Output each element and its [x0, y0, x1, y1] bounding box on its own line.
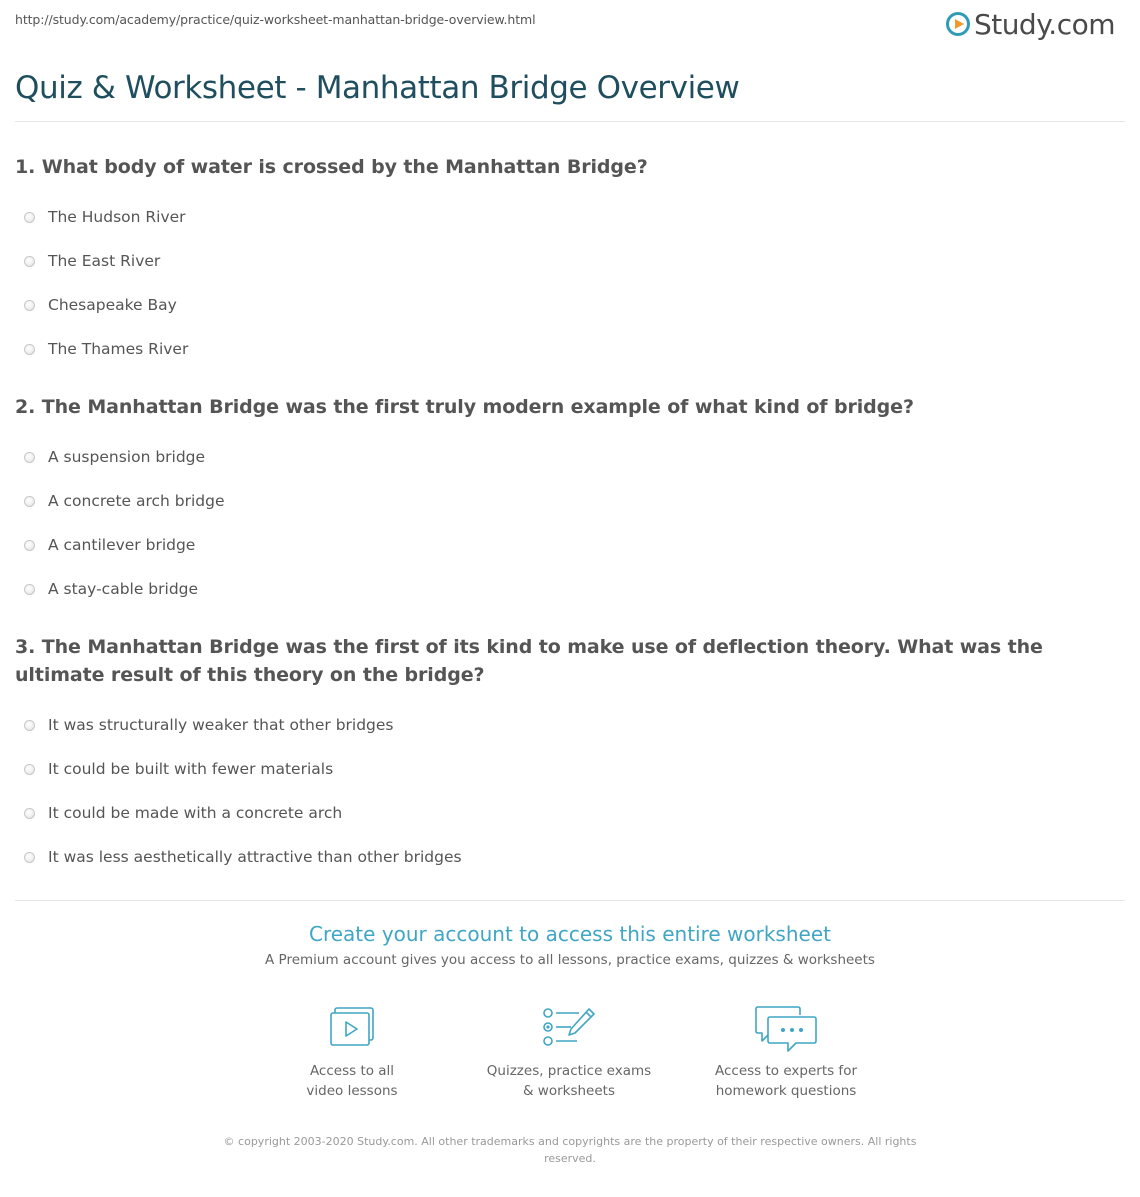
video-lessons-icon	[326, 1005, 378, 1049]
title-divider	[15, 121, 1125, 122]
cta-subtitle: A Premium account gives you access to all lessons, practice exams, quizzes & worksheets	[265, 952, 875, 968]
answer-option[interactable]	[15, 479, 1125, 523]
question-2	[15, 393, 1125, 611]
answer-option[interactable]	[15, 747, 1125, 791]
radio-button[interactable]	[24, 720, 35, 731]
question-2-text: 2. The Manhattan Bridge was the first truly modern example of what kind of bridge?	[15, 396, 914, 418]
question-2-answers	[15, 435, 1125, 611]
study-logo-text: Study.com	[973, 7, 1115, 41]
radio-button[interactable]	[24, 852, 35, 863]
answer-label: It was structurally weaker that other bridges	[48, 716, 394, 734]
answer-option[interactable]	[15, 435, 1125, 479]
radio-button[interactable]	[24, 584, 35, 595]
answer-label: The Thames River	[48, 340, 189, 358]
answer-option[interactable]	[15, 239, 1125, 283]
copyright-line: reserved.	[544, 1152, 596, 1165]
cta-title-link[interactable]: Create your account to access this entire worksheet	[309, 922, 831, 946]
feature-quizzes	[459, 1005, 679, 1101]
radio-button[interactable]	[24, 256, 35, 267]
answer-label: Chesapeake Bay	[48, 296, 177, 314]
radio-button[interactable]	[24, 764, 35, 775]
answer-option[interactable]	[15, 791, 1125, 835]
feature-line: video lessons	[306, 1083, 398, 1099]
answer-option[interactable]	[15, 327, 1125, 371]
cta-divider	[15, 900, 1125, 901]
chat-bubbles-icon	[754, 1005, 818, 1055]
quiz-checklist-icon	[541, 1005, 597, 1049]
answer-label: It was less aesthetically attractive than other bridges	[48, 848, 462, 866]
page-url: http://study.com/academy/practice/quiz-worksheet-manhattan-bridge-overview.html	[15, 12, 536, 27]
question-1	[15, 153, 1125, 371]
copyright-line: © copyright 2003-2020 Study.com. All other trademarks and copyrights are the property of their respective owners. All rights	[223, 1135, 917, 1148]
answer-option[interactable]	[15, 703, 1125, 747]
study-logo-icon	[946, 12, 970, 36]
answer-option[interactable]	[15, 283, 1125, 327]
feature-text	[459, 1061, 679, 1101]
answer-label: The Hudson River	[48, 208, 186, 226]
answer-option[interactable]	[15, 835, 1125, 879]
question-3-text: 3. The Manhattan Bridge was the first of its kind to make use of deflection theory. What was the ultimate result of this theory on the bridge?	[15, 636, 1043, 686]
answer-label: A cantilever bridge	[48, 536, 196, 554]
feature-line: homework questions	[715, 1083, 857, 1099]
cta-section	[0, 922, 1140, 968]
feature-line: Access to all	[309, 1063, 395, 1079]
feature-line: Access to experts for	[714, 1063, 857, 1079]
question-3-answers	[15, 703, 1125, 879]
feature-line: Quizzes, practice exams	[486, 1063, 652, 1079]
answer-option[interactable]	[15, 523, 1125, 567]
answer-option[interactable]	[15, 567, 1125, 611]
copyright-notice	[210, 1133, 930, 1167]
answer-label: It could be built with fewer materials	[48, 760, 334, 778]
radio-button[interactable]	[24, 540, 35, 551]
feature-line: & worksheets	[522, 1083, 615, 1099]
answer-label: It could be made with a concrete arch	[48, 804, 343, 822]
answer-option[interactable]	[15, 195, 1125, 239]
answer-label: A suspension bridge	[48, 448, 206, 466]
radio-button[interactable]	[24, 344, 35, 355]
feature-text	[676, 1061, 896, 1101]
radio-button[interactable]	[24, 452, 35, 463]
answer-label: A stay-cable bridge	[48, 580, 199, 598]
feature-video-lessons	[242, 1005, 462, 1101]
question-1-answers	[15, 195, 1125, 371]
page-title: Quiz & Worksheet - Manhattan Bridge Overview	[15, 70, 740, 106]
radio-button[interactable]	[24, 808, 35, 819]
radio-button[interactable]	[24, 496, 35, 507]
question-1-text: 1. What body of water is crossed by the Manhattan Bridge?	[15, 156, 648, 178]
feature-experts	[676, 1005, 896, 1101]
answer-label: The East River	[48, 252, 161, 270]
answer-label: A concrete arch bridge	[48, 492, 225, 510]
feature-text	[242, 1061, 462, 1101]
question-3	[15, 633, 1125, 879]
study-logo[interactable]	[946, 6, 1115, 42]
radio-button[interactable]	[24, 212, 35, 223]
radio-button[interactable]	[24, 300, 35, 311]
